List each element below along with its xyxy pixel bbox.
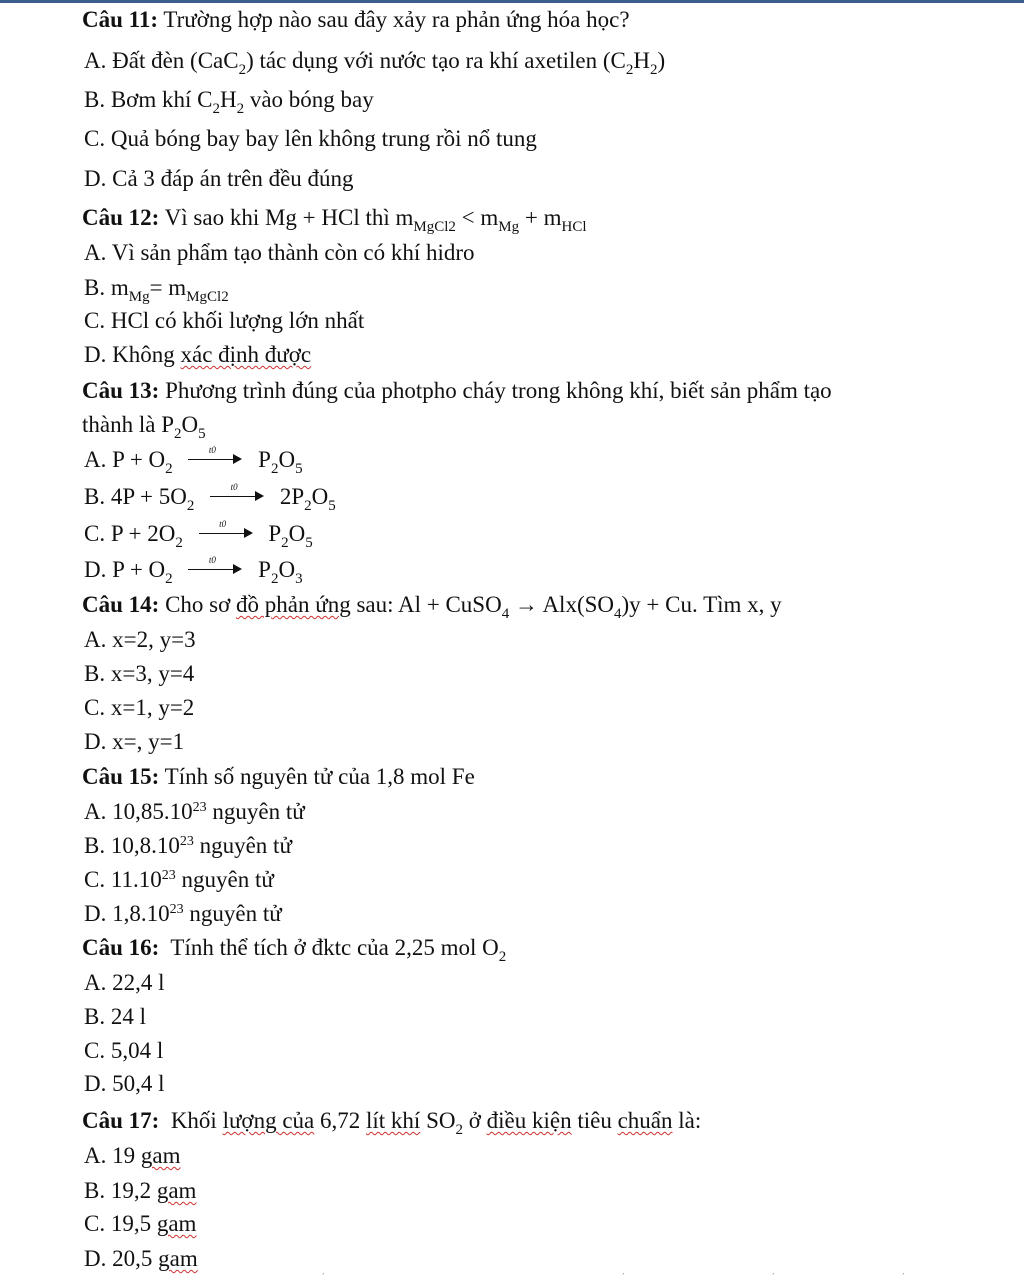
option-number: 10,85.10	[112, 799, 193, 824]
option-letter: B.	[84, 1004, 106, 1029]
subscript: 2	[649, 62, 658, 78]
option-text: = m	[149, 275, 187, 300]
option-letter: A.	[84, 48, 107, 73]
question-text: )y + Cu. Tìm x, y	[621, 592, 782, 617]
question-15-option-c	[84, 866, 274, 894]
arrow-condition: t0	[230, 482, 238, 492]
question-16-option-c	[84, 1037, 163, 1065]
option-unit: nguyên tử	[199, 833, 292, 858]
question-label: Câu 15:	[82, 764, 160, 789]
option-letter: C.	[84, 521, 106, 546]
option-text: HCl có khối lượng lớn nhất	[110, 308, 365, 333]
question-label: Câu 13:	[82, 378, 160, 403]
subscript: Mg	[498, 219, 520, 235]
reaction-arrow	[210, 482, 264, 506]
subscript: 2	[165, 461, 173, 477]
question-text: Trường hợp nào sau đây xảy ra phản ứng hóa học?	[163, 7, 630, 32]
question-12-option-d	[84, 341, 311, 369]
reactants: P + O	[112, 447, 166, 472]
option-number: 10,8.10	[110, 833, 180, 858]
product: P	[258, 557, 271, 582]
question-text: SO	[426, 1108, 456, 1133]
reaction-arrow	[188, 445, 242, 469]
question-label: Câu 11:	[82, 7, 159, 32]
subscript: 2	[270, 571, 279, 587]
subscript: 2	[625, 62, 634, 78]
spellcheck-underlined-text: lít khí	[366, 1108, 421, 1133]
question-text: Vì sao khi Mg + HCl thì m	[164, 205, 414, 230]
spellcheck-underlined-text: gam	[158, 1246, 198, 1271]
option-text: 24 l	[110, 1004, 146, 1029]
question-text: O	[181, 412, 199, 437]
question-14-option-d	[84, 728, 184, 756]
question-14-option-a	[84, 626, 196, 654]
question-16-option-d	[84, 1070, 165, 1098]
option-letter: D.	[84, 342, 107, 367]
option-letter: B.	[84, 661, 106, 686]
option-number: 11.10	[110, 867, 162, 892]
option-letter: D.	[84, 557, 107, 582]
subscript: 2	[165, 571, 173, 587]
question-text: Khối	[170, 1108, 217, 1133]
option-text: Đất đèn (CaC	[112, 48, 239, 73]
option-text: x=1, y=2	[110, 695, 195, 720]
option-text: H	[219, 87, 237, 112]
question-text: 6,72	[320, 1108, 361, 1133]
option-letter: A.	[84, 970, 107, 995]
question-13-option-d	[84, 555, 303, 587]
subscript: 2	[455, 1122, 463, 1138]
subscript: 2	[175, 535, 183, 551]
option-letter: C.	[84, 1038, 106, 1063]
option-text: x=, y=1	[112, 729, 185, 754]
spellcheck-underlined-text: đồ phản ứng	[236, 592, 351, 617]
question-12-option-c	[84, 307, 364, 335]
product: O	[278, 447, 296, 472]
question-text: là:	[678, 1108, 702, 1133]
question-15-option-a	[84, 798, 305, 826]
spellcheck-underlined-text: chuẩn	[617, 1108, 673, 1133]
question-label: Câu 14:	[82, 592, 160, 617]
question-17-option-b	[84, 1177, 196, 1205]
spellcheck-underlined-text: lượng của	[222, 1108, 315, 1133]
question-16-option-b	[84, 1003, 146, 1031]
question-13-option-c	[84, 519, 313, 551]
option-number: 19,5	[110, 1211, 152, 1236]
question-14-option-c	[84, 694, 194, 722]
question-text: sau: Al + CuSO	[356, 592, 502, 617]
option-letter: B.	[84, 1178, 106, 1203]
option-text: Quả bóng bay bay lên không trung rồi nổ tung	[110, 126, 537, 151]
reactants: P + 2O	[110, 521, 176, 546]
question-13-continuation	[82, 411, 206, 442]
question-label: Câu 16:	[82, 935, 160, 960]
spellcheck-underlined-text: gam	[156, 1211, 197, 1236]
question-15-option-d	[84, 900, 282, 928]
arrow-condition: t0	[219, 519, 227, 529]
product: 2P	[279, 484, 305, 509]
reactants: 4P + 5O	[110, 484, 187, 509]
spellcheck-underlined-text: điều kiện	[486, 1108, 572, 1133]
option-letter: C.	[84, 308, 106, 333]
arrow-condition: t0	[208, 555, 216, 565]
option-number: 20,5	[112, 1246, 153, 1271]
option-number: 19	[112, 1143, 136, 1168]
option-letter: A.	[84, 799, 107, 824]
subscript: 2	[304, 498, 312, 514]
subscript: 5	[198, 426, 206, 442]
option-text: 22,4 l	[112, 970, 165, 995]
subscript: 4	[614, 606, 622, 622]
subscript: 5	[295, 461, 303, 477]
option-text: 50,4 l	[112, 1071, 165, 1096]
option-letter: B.	[84, 484, 106, 509]
subscript: 2	[238, 62, 247, 78]
question-11	[82, 6, 630, 34]
question-17-option-a	[84, 1142, 180, 1170]
option-unit: nguyên tử	[212, 799, 305, 824]
subscript: 2	[270, 461, 279, 477]
superscript: 23	[179, 834, 194, 849]
question-16	[82, 934, 507, 965]
question-17	[82, 1107, 702, 1138]
subscript: HCl	[561, 219, 587, 235]
question-14-option-b	[84, 660, 194, 688]
subscript: 2	[281, 535, 289, 551]
question-text: Phương trình đúng của photpho cháy trong không khí, biết sản phẩm tạo	[165, 378, 832, 403]
question-17-option-c	[84, 1210, 196, 1238]
option-letter: A.	[84, 627, 107, 652]
option-letter: A.	[84, 1143, 107, 1168]
arrow-condition: t0	[208, 445, 216, 455]
subscript: 2	[186, 498, 195, 514]
option-letter: A.	[84, 240, 107, 265]
product: O	[311, 484, 329, 509]
option-letter: D.	[84, 1071, 107, 1096]
reaction-arrow	[199, 519, 253, 543]
option-text: )	[657, 48, 666, 73]
subscript: MgCl2	[186, 289, 229, 305]
question-11-option-c	[84, 125, 537, 153]
product: O	[278, 557, 296, 582]
spellcheck-underlined-text: gam	[140, 1143, 181, 1168]
option-letter: D.	[84, 729, 107, 754]
question-text: + m	[524, 205, 562, 230]
question-11-option-d	[84, 165, 354, 193]
question-17-option-d	[84, 1245, 198, 1273]
spellcheck-underlined-text: xác định được	[180, 342, 312, 367]
question-13-option-a	[84, 445, 303, 477]
question-14	[82, 591, 782, 622]
product: P	[268, 521, 282, 546]
subscript: 2	[498, 949, 507, 965]
product: P	[258, 447, 271, 472]
superscript: 23	[169, 902, 184, 917]
question-text: Tính số nguyên tử của 1,8 mol Fe	[164, 764, 475, 789]
option-letter: C.	[84, 126, 106, 151]
option-text: x=3, y=4	[110, 661, 195, 686]
option-text: H	[633, 48, 650, 73]
subscript: 2	[174, 426, 182, 442]
question-text: ở	[468, 1108, 481, 1133]
option-text: Vì sản phẩm tạo thành còn có khí hidro	[111, 240, 475, 265]
product: O	[288, 521, 306, 546]
subscript: 3	[295, 571, 303, 587]
option-text: ) tác dụng với nước tạo ra khí axetilen (C	[246, 48, 626, 73]
option-text: Cả 3 đáp án trên đều đúng	[112, 166, 354, 191]
question-13-option-b	[84, 482, 336, 514]
option-text: m	[110, 275, 129, 300]
subscript: 5	[328, 498, 336, 514]
question-16-option-a	[84, 969, 165, 997]
question-12	[82, 204, 587, 235]
option-letter: D.	[84, 1246, 107, 1271]
superscript: 23	[161, 868, 176, 883]
question-11-option-b	[84, 86, 374, 117]
subscript: 5	[305, 535, 313, 551]
question-13	[82, 377, 832, 405]
option-text: 5,04 l	[110, 1038, 164, 1063]
option-letter: C.	[84, 1211, 106, 1236]
question-12-option-a	[84, 239, 475, 267]
option-unit: nguyên tử	[181, 867, 274, 892]
question-text: tiêu	[577, 1108, 612, 1133]
reactants: P + O	[112, 557, 166, 582]
question-text: < m	[461, 205, 499, 230]
option-text: Không	[112, 342, 175, 367]
reaction-arrow	[188, 555, 242, 579]
superscript: 23	[192, 800, 207, 815]
question-15-option-b	[84, 832, 292, 860]
question-text: → Alx(SO	[514, 592, 615, 617]
spellcheck-underlined-text: gam	[156, 1178, 197, 1203]
question-label: Câu 17:	[82, 1108, 160, 1133]
option-text: x=2, y=3	[112, 627, 196, 652]
option-text: Bơm khí C	[110, 87, 213, 112]
question-text: Tính thể tích ở đktc của 2,25 mol O	[170, 935, 499, 960]
option-letter: C.	[84, 695, 106, 720]
option-letter: D.	[84, 166, 107, 191]
subscript: 2	[236, 101, 245, 117]
option-letter: B.	[84, 833, 106, 858]
subscript: Mg	[128, 289, 150, 305]
cut-off-next-line: ´ ´ ´ ´	[322, 1272, 905, 1281]
question-text: thành là P	[82, 412, 174, 437]
subscript: 2	[212, 101, 220, 117]
option-letter: B.	[84, 87, 106, 112]
option-number: 1,8.10	[112, 901, 170, 926]
option-letter: A.	[84, 447, 107, 472]
question-15	[82, 763, 475, 791]
option-letter: B.	[84, 275, 106, 300]
question-11-option-a	[84, 47, 666, 78]
question-12-option-b	[84, 274, 229, 305]
option-number: 19,2	[110, 1178, 152, 1203]
subscript: MgCl2	[413, 219, 456, 235]
subscript: 4	[501, 606, 510, 622]
question-text: Cho sơ	[165, 592, 231, 617]
option-letter: C.	[84, 867, 106, 892]
question-label: Câu 12:	[82, 205, 160, 230]
option-unit: nguyên tử	[189, 901, 282, 926]
option-text: vào bóng bay	[249, 87, 374, 112]
option-letter: D.	[84, 901, 107, 926]
